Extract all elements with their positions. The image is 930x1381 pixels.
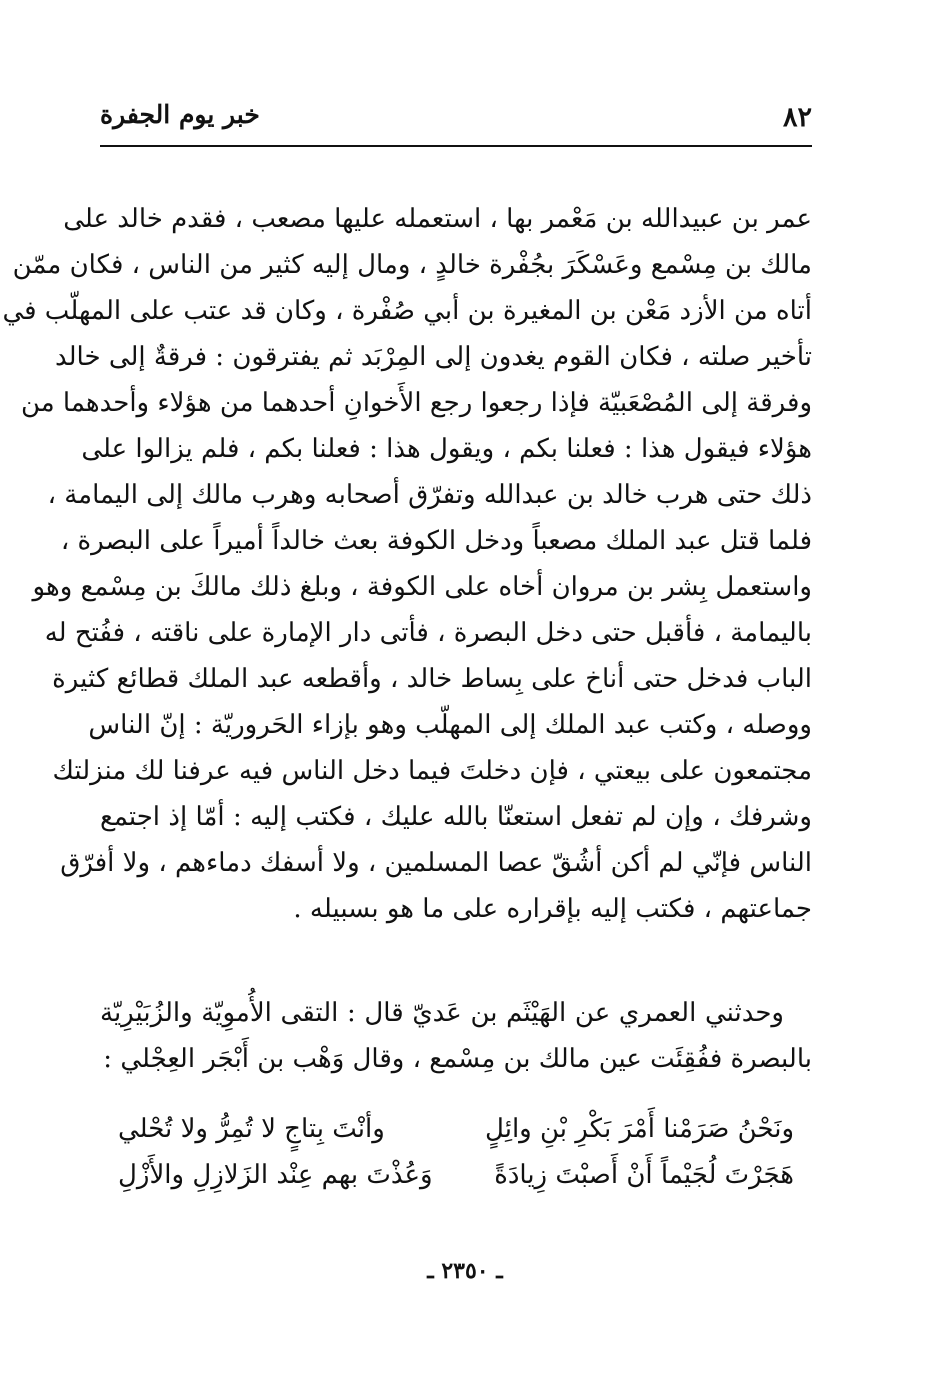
text-line: جماعتهم ، فكتب إليه بإقراره على ما هو بسبيله . (293, 894, 812, 924)
running-title: خبر يوم الجفرة (100, 100, 260, 129)
text-line: وفرقة إلى المُصْعَبيّة فإذا رجعوا رجع الأَخوانِ أحدهما من هؤلاء وأحدهما من (20, 388, 812, 418)
poem (118, 1106, 794, 1198)
text-line: الباب فدخل حتى أناخ على بِساط خالد ، وأقطعه عبد الملك قطائع كثيرة (52, 664, 812, 694)
text-line: مجتمعون على بيعتي ، فإن دخلتَ فيما دخل الناس فيه عرفنا لك منزلتك (52, 756, 812, 786)
verse-line (118, 1152, 794, 1198)
text-line: أتاه من الأزد مَعْن بن المغيرة بن أبي صُفْرة ، وكان قد عتب على المهلّب في (2, 296, 812, 326)
text-line: واستعمل بِشر بن مروان أخاه على الكوفة ، وبلغ ذلك مالكَ بن مِسْمع وهو (32, 572, 812, 602)
page-footer-number: ـ ٢٣٥٠ ـ (427, 1258, 503, 1284)
paragraph-1 (2, 196, 812, 932)
verse-second-hemistich: وَعُذْتَ بهم عِنْد الزَلازِلِ والأَزْلِ (118, 1160, 433, 1190)
text-line: تأخير صلته ، فكان القوم يغدون إلى المِرْبَد ثم يفترقون : فرقةٌ إلى خالد (54, 342, 812, 372)
text-line: وحدثني العمري عن الهَيْثَم بن عَديّ قال : التقى الأُموِيّة والزُبَيْرِيّة (100, 998, 784, 1028)
text-line: وشرفك ، وإن لم تفعل استعنّا بالله عليك ، فكتب إليه : أمّا إذ اجتمع (100, 802, 812, 832)
verse-first-hemistich: هَجَرْتَ لُجَيْماً أَنْ أَصبْتَ زِيادَةً (494, 1160, 794, 1190)
page-header (100, 96, 812, 140)
text-line: فلما قتل عبد الملك مصعباً ودخل الكوفة بعث خالداً أميراً على البصرة ، (60, 526, 812, 556)
verse-first-hemistich: ونَحْنُ صَرَمْنا أَمْرَ بَكْرِ بْنِ وائِلٍ (485, 1114, 794, 1144)
text-line: عمر بن عبيدالله بن مَعْمر بها ، استعمله عليها مصعب ، فقدم خالد على (63, 204, 812, 234)
page-number: ٨٢ (782, 102, 812, 133)
paragraph-2 (100, 990, 812, 1082)
verse-second-hemistich: وأنْتَ بِتاجٍ لا تُمِرُّ ولا تُحْلي (118, 1114, 385, 1144)
text-line: هؤلاء فيقول هذا : فعلنا بكم ، ويقول هذا : فعلنا بكم ، فلم يزالوا على (81, 434, 812, 464)
header-rule (100, 145, 812, 147)
text-line: ووصله ، وكتب عبد الملك إلى المهلّب وهو بإزاء الحَروريّة : إنّ الناس (88, 710, 812, 740)
text-line: ذلك حتى هرب خالد بن عبدالله وتفرّق أصحابه وهرب مالك إلى اليمامة ، (47, 480, 812, 510)
text-line: بالبصرة ففُقِئَت عين مالك بن مِسْمع ، وقال وَهْب بن أَبْجَر العِجْلي : (103, 1044, 812, 1074)
text-line: باليمامة ، فأقبل حتى دخل البصرة ، فأتى دار الإمارة على ناقته ، ففُتح له (44, 618, 812, 648)
text-line: مالك بن مِسْمع وعَسْكَرَ بجُفْرة خالدٍ ، ومال إليه كثير من الناس ، فكان ممّن (12, 250, 812, 280)
text-line: الناس فإنّي لم أكن أشُقّ عصا المسلمين ، ولا أسفك دماءهم ، ولا أفرّق (60, 848, 812, 878)
verse-line (118, 1106, 794, 1152)
